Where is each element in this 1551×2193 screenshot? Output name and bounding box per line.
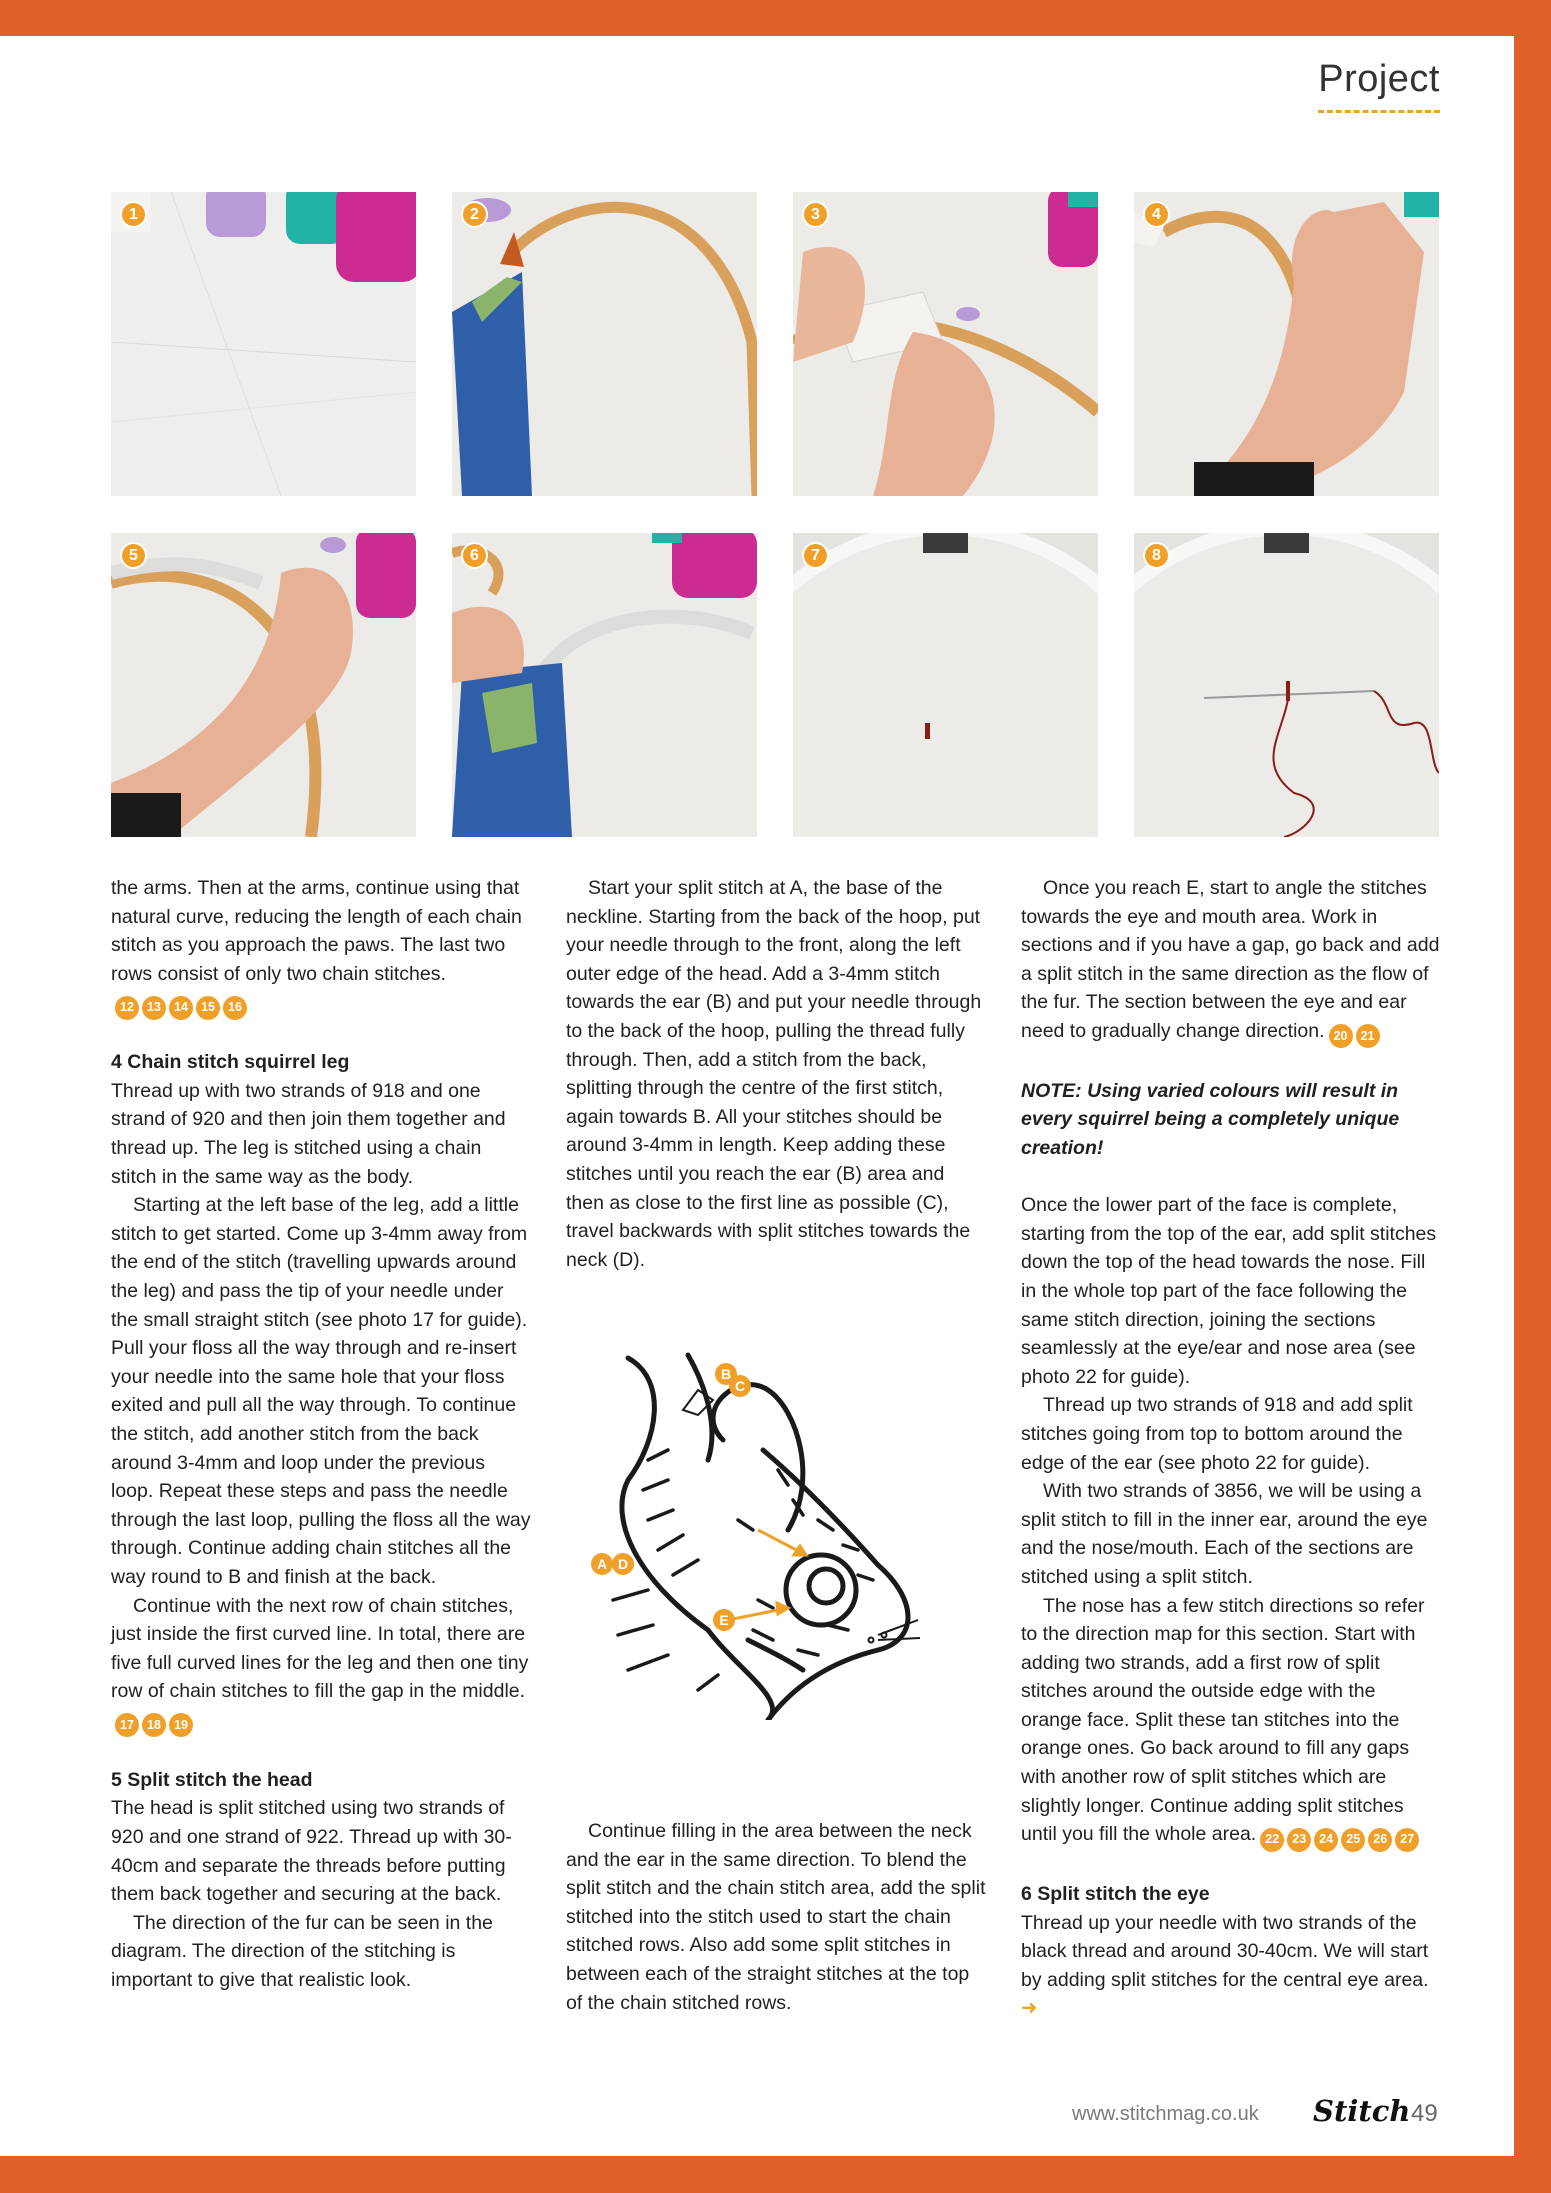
photo-ref-group (115, 1713, 193, 1737)
step-photo-2 (452, 192, 757, 496)
text-column-1 (111, 874, 531, 1994)
step-photo-7 (793, 533, 1098, 837)
photo-number-badge: 3 (802, 201, 829, 228)
magazine-logo: Stitch (1313, 2094, 1411, 2128)
paragraph: Once you reach E, start to angle the stitches towards the eye and mouth area. Work in sections and if you have a gap, go back and add a split stitch in the same direction as the flow of the fur. The section between the eye and ear need to gradually change direction. 20 21 (1021, 874, 1441, 1048)
step-photo-1 (111, 192, 416, 496)
diagram-label-c: C (734, 1378, 746, 1394)
note: NOTE: Using varied colours will result in every squirrel being a completely unique creation! (1021, 1079, 1400, 1159)
photo-number-badge: 4 (1143, 201, 1170, 228)
squirrel-stitch-direction-diagram (588, 1350, 940, 1720)
photo-number-badge: 6 (461, 542, 488, 569)
diagram-label-a: A (596, 1556, 608, 1572)
section-label-underline (1318, 110, 1440, 113)
step-photo-8 (1134, 533, 1439, 837)
diagram-label-e: E (719, 1612, 729, 1628)
photo-ref: 26 (1368, 1828, 1392, 1852)
text-column-2 (566, 874, 986, 1274)
step-photo-4 (1134, 192, 1439, 496)
page-border-right (1514, 0, 1551, 2193)
paragraph: The head is split stitched using two strands of 920 and one strand of 922. Thread up with 30-40cm and separate the threads before putting them back together and securing at the back. (111, 1797, 512, 1906)
paragraph: The direction of the fur can be seen in the diagram. The direction of the stitching is important to give that realistic look. (111, 1911, 493, 1991)
paragraph: Thread up with two strands of 918 and one strand of 920 and then join them together and thread up. The leg is stitched using a chain stitch in the same way as the body. (111, 1079, 506, 1188)
section-label: Project (1318, 58, 1440, 100)
paragraph: Starting at the left base of the leg, add a little stitch to get started. Come up 3-4mm away from the end of the stitch (travelling upwards around the leg) and pass the tip of your needle under the small straight stitch (see photo 17 for guide). Pull your floss all the way through and re-insert your needle into the same hole that your floss exited and pull all the way through. To continue the stitch, add another stitch from the back around 3-4mm and loop under the previous loop. Repeat these steps and pass the needle through the last loop, pulling the floss all the way through. Continue adding chain stitches all the way round to B and finish at the back. (111, 1194, 531, 1588)
paragraph: Continue with the next row of chain stitches, just inside the first curved line. In total, there are five full curved lines for the leg and then one tiny row of chain stitches to fill the gap in the middle. 17 18 19 (111, 1592, 531, 1738)
diagram-label-b: B (720, 1366, 732, 1382)
page-border-bottom (0, 2156, 1551, 2193)
paragraph: Continue filling in the area between the neck and the ear in the same direction. To blend the split stitch and the chain stitch area, add the split stitched into the stitch used to start the chain stitched rows. Also add some split stitches in between each of the straight stitches at the top of the chain stitched rows. (566, 1820, 986, 2014)
website-url: www.stitchmag.co.uk (1072, 2103, 1259, 2125)
paragraph: The nose has a few stitch directions so refer to the direction map for this section. Start with adding two strands, add a first row of split stitches around the outside edge with the orange face. Split these tan stitches into the orange ones. Go back around to fill any gaps with another row of split stitches which are slightly longer. Continue adding split stitches until you fill the whole area. 22 23 24 25 26 27 (1021, 1592, 1441, 1852)
photo-ref: 12 (115, 996, 139, 1020)
photo-number-badge: 5 (120, 542, 147, 569)
step-photo-3 (793, 192, 1098, 496)
section-heading: 4 Chain stitch squirrel leg (111, 1051, 350, 1074)
photo-ref: 13 (142, 996, 166, 1020)
photo-ref: 19 (169, 1713, 193, 1737)
photo-ref-group (115, 996, 247, 1020)
photo-ref: 16 (223, 996, 247, 1020)
photo-ref: 17 (115, 1713, 139, 1737)
text-column-3 (1021, 874, 1441, 2023)
continue-arrow-icon: ➜ (1021, 1997, 1038, 2020)
diagram-label-d: D (617, 1556, 629, 1572)
photo-ref: 23 (1287, 1828, 1311, 1852)
section-heading: 6 Split stitch the eye (1021, 1883, 1210, 1906)
photo-ref: 18 (142, 1713, 166, 1737)
step-photo-5 (111, 533, 416, 837)
photo-number-badge: 7 (802, 542, 829, 569)
photo-ref: 15 (196, 996, 220, 1020)
page-number: 49 (1411, 2100, 1438, 2127)
photo-ref: 21 (1356, 1024, 1380, 1048)
photo-number-badge: 1 (120, 201, 147, 228)
paragraph: Once the lower part of the face is complete, starting from the top of the ear, add split stitches down the top of the head towards the nose. Fill in the whole top part of the face following the same stitch direction, joining the sections seamlessly at the eye/ear and nose area (see photo 22 for guide). (1021, 1194, 1437, 1388)
paragraph: Thread up two strands of 918 and add split stitches going from top to bottom around the edge of the ear (see photo 22 for guide). (1021, 1394, 1413, 1474)
paragraph: With two strands of 3856, we will be using a split stitch to fill in the inner ear, around the eye and the nose/mouth. Each of the sections are stitched using a split stitch. (1021, 1480, 1428, 1588)
photo-number-badge: 2 (461, 201, 488, 228)
photo-ref-group (1260, 1828, 1419, 1852)
text-column-2-continued (566, 1817, 986, 2017)
photo-ref: 27 (1395, 1828, 1419, 1852)
paragraph: Thread up your needle with two strands of the black thread and around 30-40cm. We will start by adding split stitches for the central eye area. ➜ (1021, 1911, 1429, 2020)
step-photo-6 (452, 533, 757, 837)
photo-ref: 22 (1260, 1828, 1284, 1852)
photo-ref: 25 (1341, 1828, 1365, 1852)
photo-ref-group (1329, 1024, 1380, 1048)
photo-number-badge: 8 (1143, 542, 1170, 569)
paragraph: the arms. Then at the arms, continue using that natural curve, reducing the length of each chain stitch as you approach the paws. The last two rows consist of only two chain stitches. 12 13 14 15 16 (111, 874, 531, 1020)
paragraph: Start your split stitch at A, the base of the neckline. Starting from the back of the hoop, put your needle through to the front, along the left outer edge of the head. Add a 3-4mm stitch towards the ear (B) and put your needle through to the back of the hoop, pulling the thread fully through. Then, add a stitch from the back, splitting through the centre of the first stitch, again towards B. All your stitches should be around 3-4mm in length. Keep adding these stitches until you reach the ear (B) area and then as close to the first line as possible (C), travel backwards with split stitches towards the neck (D). (566, 877, 982, 1271)
photo-ref: 20 (1329, 1024, 1353, 1048)
section-heading: 5 Split stitch the head (111, 1768, 313, 1791)
photo-ref: 14 (169, 996, 193, 1020)
photo-ref: 24 (1314, 1828, 1338, 1852)
page-border-top (0, 0, 1551, 36)
